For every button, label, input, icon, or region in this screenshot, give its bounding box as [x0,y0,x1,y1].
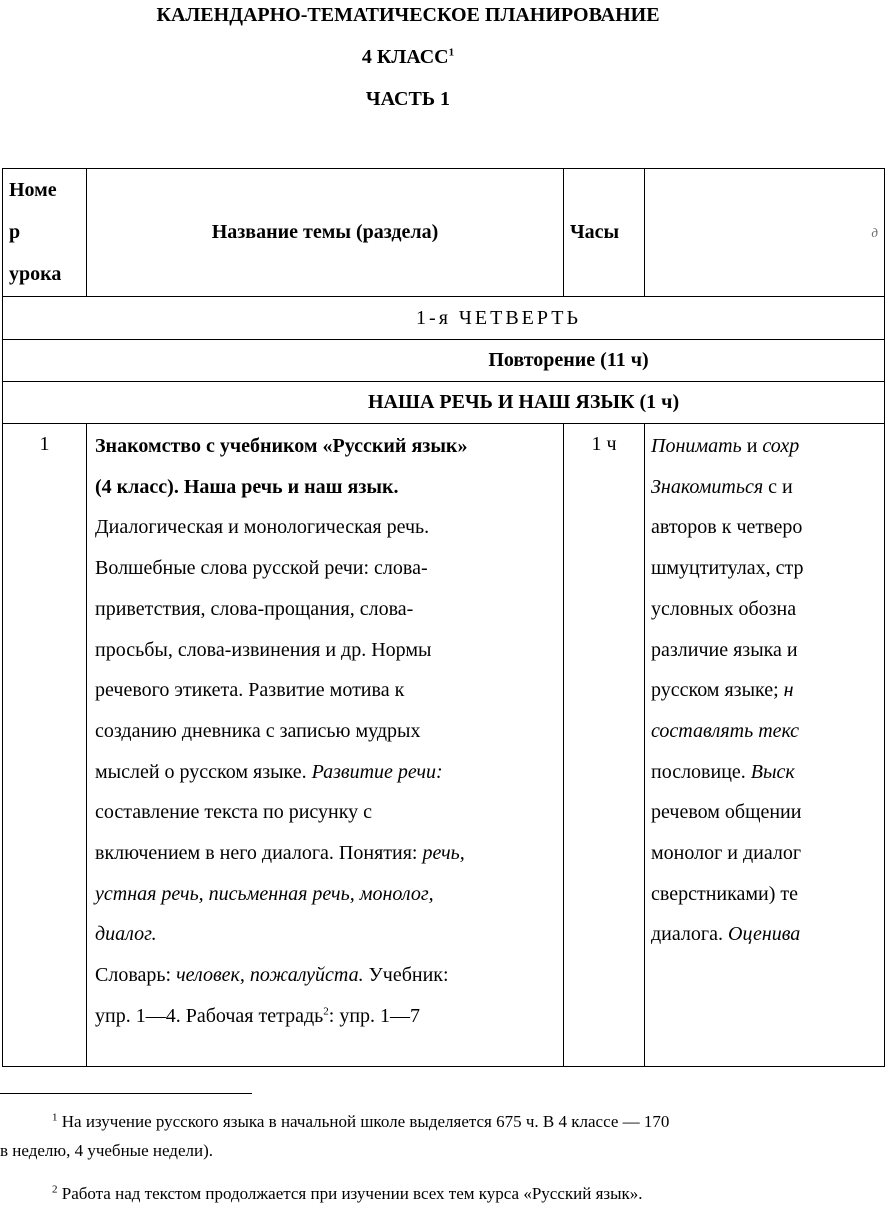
topic-text: Учебник: [368,964,449,987]
lesson-hours: 1 ч [564,424,645,1067]
act-line: речевом общении [651,801,802,824]
header-num-line1: Номе [9,179,57,201]
section-row [3,382,885,424]
act-italic: Знакомиться [651,475,764,498]
footnote-ref-1: 1 [448,46,455,59]
topic-line: речевого этикета. Развитие мотива к [95,679,405,702]
act-text: и [746,435,758,457]
act-italic: Понимать [651,435,742,457]
footnote-separator [0,1093,252,1094]
section-row [3,340,885,382]
topic-line: приветствия, слова-прощания, слова- [95,597,414,620]
topic-text: мыслей о русском языке. [95,760,307,783]
footnote-2 [52,1184,643,1204]
act-line [651,426,884,467]
topic-text: включением в него диалога. Понятия: [95,842,418,865]
header-topic: Название темы (раздела) [87,169,564,297]
act-text: пословице. [651,760,746,783]
topic-italic: речь, [422,842,465,865]
footnote-1-mark: 1 [52,1111,58,1124]
topic-text: : упр. 1—7 [328,1004,421,1027]
doc-grade [0,46,816,69]
act-line: условных обозна [651,597,797,620]
header-hours: Часы [564,169,645,297]
topic-line [95,955,555,996]
topic-line: устная речь, письменная речь, монолог, [95,882,434,905]
footnote-1-continuation: в неделю, 4 учебные недели). [0,1141,213,1160]
act-line [651,914,884,955]
section-our-speech: НАША РЕЧЬ И НАШ ЯЗЫК (1 ч) [3,382,885,424]
act-line [651,670,884,711]
act-line: составлять текс [651,719,799,742]
footnote-1 [52,1112,669,1132]
quarter-label: 1-я ЧЕТВЕРТЬ [3,297,885,340]
lesson-activities [645,424,885,1067]
lesson-number: 1 [3,424,87,1067]
footnote-2-text: Работа над текстом продолжается при изучении всех тем курса «Русский язык». [61,1184,643,1203]
topic-italic: человек, пожалуйста. [176,964,364,987]
act-line: сверстниками) те [651,882,799,905]
topic-line: Диалогическая и монологическая речь. [95,516,430,539]
act-line [651,467,884,508]
quarter-row [3,297,885,340]
act-italic: н [783,679,794,702]
header-num-line2: р [9,221,21,243]
act-text: русском языке; [651,679,779,702]
section-repetition: Повторение (11 ч) [3,340,885,382]
topic-line [95,833,555,874]
act-line: различие языка и [651,638,798,661]
topic-line: просьбы, слова-извинения и др. Нормы [95,638,432,661]
header-num-line3: урока [9,263,62,285]
topic-title-line2: (4 класс). Наша речь и наш язык. [95,475,399,498]
lesson-topic [87,424,564,1067]
header-lesson-number [3,169,87,297]
topic-line: Волшебные слова русской речи: слова- [95,557,428,580]
act-italic: Выск [750,760,795,783]
doc-title: КАЛЕНДАРНО-ТЕМАТИЧЕСКОЕ ПЛАНИРОВАНИЕ [156,4,660,26]
grade-text: 4 КЛАСС [361,46,449,68]
act-line: шмуцтитулах, стр [651,557,804,580]
table-row [3,424,885,1067]
topic-text: упр. 1—4. Рабочая тетрадь [95,1004,324,1027]
topic-title-line1: Знакомство с учебником «Русский язык» [95,435,468,457]
table-header-row [3,169,885,297]
topic-line: созданию дневника с записью мудрых [95,719,421,742]
planning-table [2,168,885,1067]
topic-line [95,752,555,793]
act-line: авторов к четверо [651,516,803,539]
footnote-1-text: На изучение русского языка в начальной школе выделяется 675 ч. В 4 классе — 170 [61,1112,670,1131]
footnote-2-mark: 2 [52,1183,58,1196]
footnote-ref-2: 2 [323,1005,329,1018]
topic-text: Словарь: [95,964,172,987]
topic-italic: Развитие речи: [311,760,443,783]
act-line: монолог и диалог [651,842,802,865]
act-text: диалога. [651,923,723,946]
act-italic: Оценива [728,923,801,946]
doc-part: ЧАСТЬ 1 [365,88,451,110]
act-line [651,752,884,793]
topic-line [95,996,555,1037]
header-activity: д [645,169,885,297]
topic-line: диалог. [95,923,157,946]
act-italic: сохр [762,435,800,457]
topic-line: составление текста по рисунку с [95,801,373,824]
act-text: с и [768,475,793,498]
